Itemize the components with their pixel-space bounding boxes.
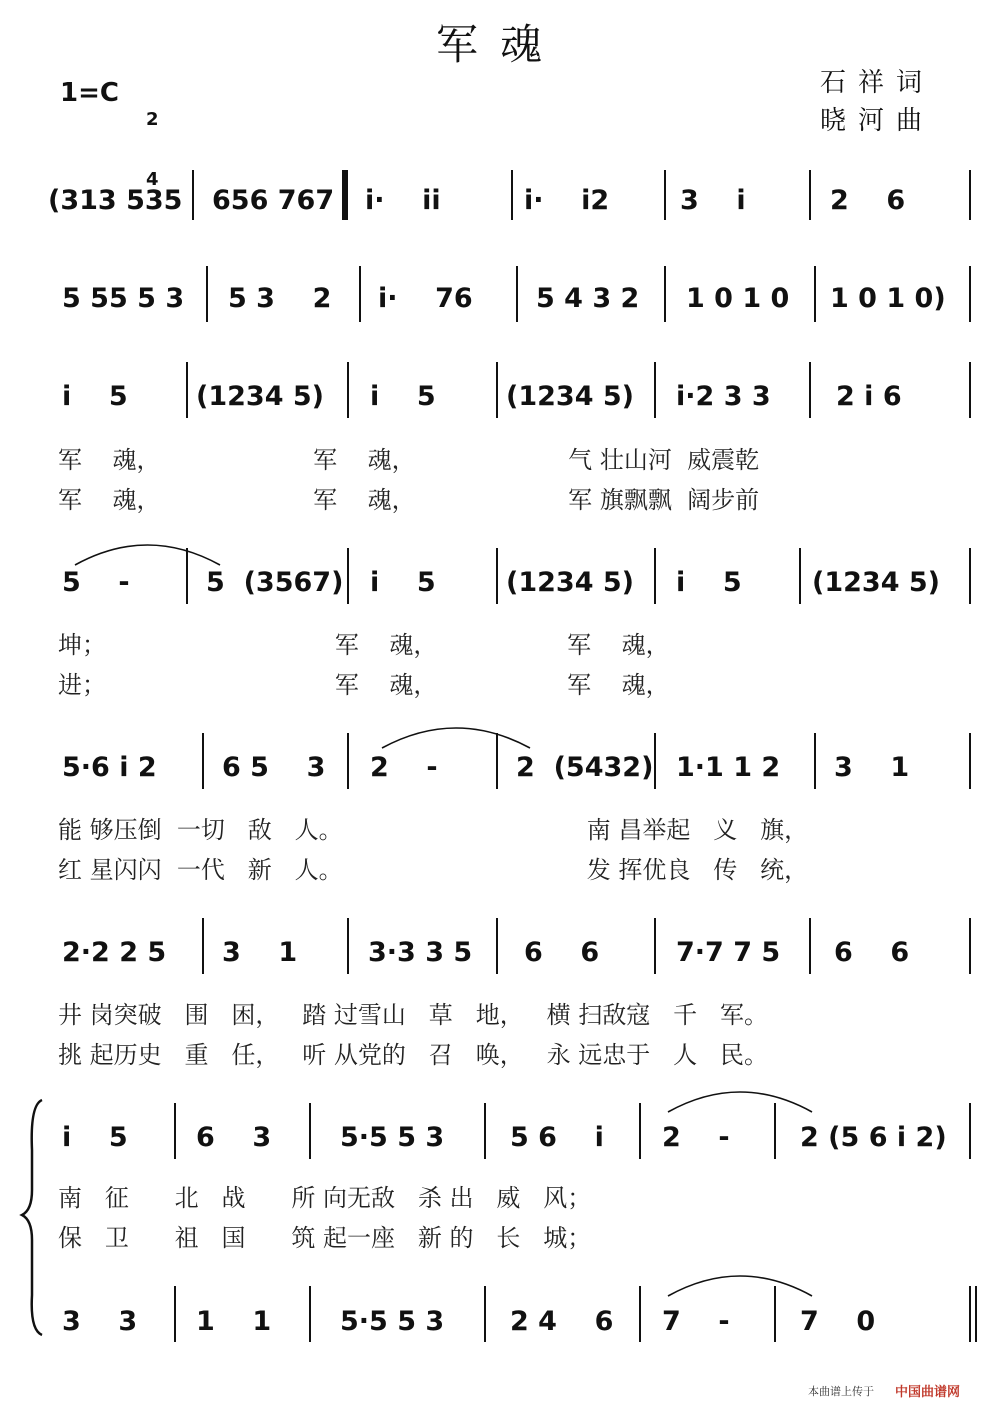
measure-5-4: 2 (5432) (516, 752, 654, 783)
system-brace (22, 1100, 42, 1335)
lyrics-verse-2: 保 卫 祖 国 筑 起一座 新 的 长 城； (58, 1224, 592, 1252)
song-title: 军魂 (435, 20, 564, 69)
measure-8-3: 5·5 5 3 (340, 1306, 445, 1337)
measure-6-6: 6 6 (834, 937, 910, 968)
measure-3-6: 2 i 6 (836, 381, 902, 412)
lyrics-verse-2: 军 魂， 军 魂， 军 旗飘飘 阔步前 (58, 486, 760, 514)
lyrics-verse-1: 南 征 北 战 所 向无敌 杀 出 威 风； (58, 1184, 592, 1212)
measure-3-2: (1234 5) (196, 381, 325, 412)
measure-4-3: i 5 (370, 567, 436, 598)
measure-4-4: (1234 5) (506, 567, 635, 598)
measure-4-2: 5 (3567) (206, 567, 344, 598)
measure-4-6: (1234 5) (812, 567, 941, 598)
meter-top: 2 (146, 109, 159, 130)
measure-1-3: i· ii (365, 185, 441, 216)
measure-6-3: 3·3 3 5 (368, 937, 473, 968)
measure-5-5: 1·1 1 2 (676, 752, 781, 783)
measure-1-6: 2 6 (830, 185, 906, 216)
measure-3-4: (1234 5) (506, 381, 635, 412)
measure-2-1: 5 55 5 3 (62, 283, 185, 314)
slur (668, 1276, 812, 1296)
measure-1-4: i· i2 (524, 185, 610, 216)
measure-5-6: 3 1 (834, 752, 910, 783)
measure-7-5: 2 - (662, 1122, 730, 1153)
measure-8-2: 1 1 (196, 1306, 272, 1337)
measure-6-1: 2·2 2 5 (62, 937, 167, 968)
measure-8-1: 3 3 (62, 1306, 138, 1337)
lyrics-verse-2: 挑 起历史 重 任， 听 从党的 召 唤， 永 远忠于 人 民。 (58, 1041, 768, 1069)
measure-7-3: 5·5 5 3 (340, 1122, 445, 1153)
lyrics-verse-1: 坤； 军 魂， 军 魂， (58, 631, 670, 659)
site-logo: 中国曲谱网 (895, 1385, 961, 1400)
measure-6-5: 7·7 7 5 (676, 937, 781, 968)
lyrics-verse-2: 红 星闪闪 一代 新 人。 发 挥优良 传 统， (58, 856, 809, 884)
measure-2-6: 1 0 1 0) (830, 283, 946, 314)
measure-1-5: 3 i (680, 185, 746, 216)
measure-6-2: 3 1 (222, 937, 298, 968)
footer-text: 本曲谱上传于 (808, 1385, 874, 1398)
measure-7-4: 5 6 i (510, 1122, 604, 1153)
measure-4-5: i 5 (676, 567, 742, 598)
lyrics-verse-1: 井 岗突破 围 困， 踏 过雪山 草 地， 横 扫敌寇 千 军。 (58, 1001, 768, 1029)
measure-2-3: i· 76 (378, 283, 473, 314)
measure-3-5: i·2 3 3 (676, 381, 771, 412)
lyrics-verse-1: 能 够压倒 一切 敌 人。 南 昌举起 义 旗， (58, 816, 809, 844)
measure-6-4: 6 6 (524, 937, 600, 968)
key-signature: 1=C (60, 78, 119, 108)
measure-2-5: 1 0 1 0 (686, 283, 790, 314)
measure-5-1: 5·6 i 2 (62, 752, 157, 783)
slur (382, 728, 530, 748)
lyrics-verse-2: 进； 军 魂， 军 魂， (58, 671, 670, 699)
slur (75, 545, 220, 565)
measure-8-6: 7 0 (800, 1306, 876, 1337)
lyricist-credit: 石祥词 (820, 68, 935, 98)
measure-1-2: 656 767 (212, 185, 335, 216)
lyrics-verse-1: 军 魂， 军 魂， 气 壮山河 威震乾 (58, 446, 760, 474)
measure-7-1: i 5 (62, 1122, 128, 1153)
measure-2-4: 5 4 3 2 (536, 283, 640, 314)
measure-8-4: 2 4 6 (510, 1306, 614, 1337)
meter-bottom: 4 (146, 169, 159, 190)
measure-2-2: 5 3 2 (228, 283, 332, 314)
measure-5-3: 2 - (370, 752, 438, 783)
measure-1-1: (313 535 (48, 185, 183, 216)
measure-8-5: 7 - (662, 1306, 730, 1337)
measure-7-6: 2 (5 6 i 2) (800, 1122, 947, 1153)
measure-5-2: 6 5 3 (222, 752, 326, 783)
composer-credit: 晓河曲 (820, 106, 935, 136)
measure-7-2: 6 3 (196, 1122, 272, 1153)
slur (668, 1092, 812, 1112)
measure-3-1: i 5 (62, 381, 128, 412)
measure-4-1: 5 - (62, 567, 130, 598)
measure-3-3: i 5 (370, 381, 436, 412)
